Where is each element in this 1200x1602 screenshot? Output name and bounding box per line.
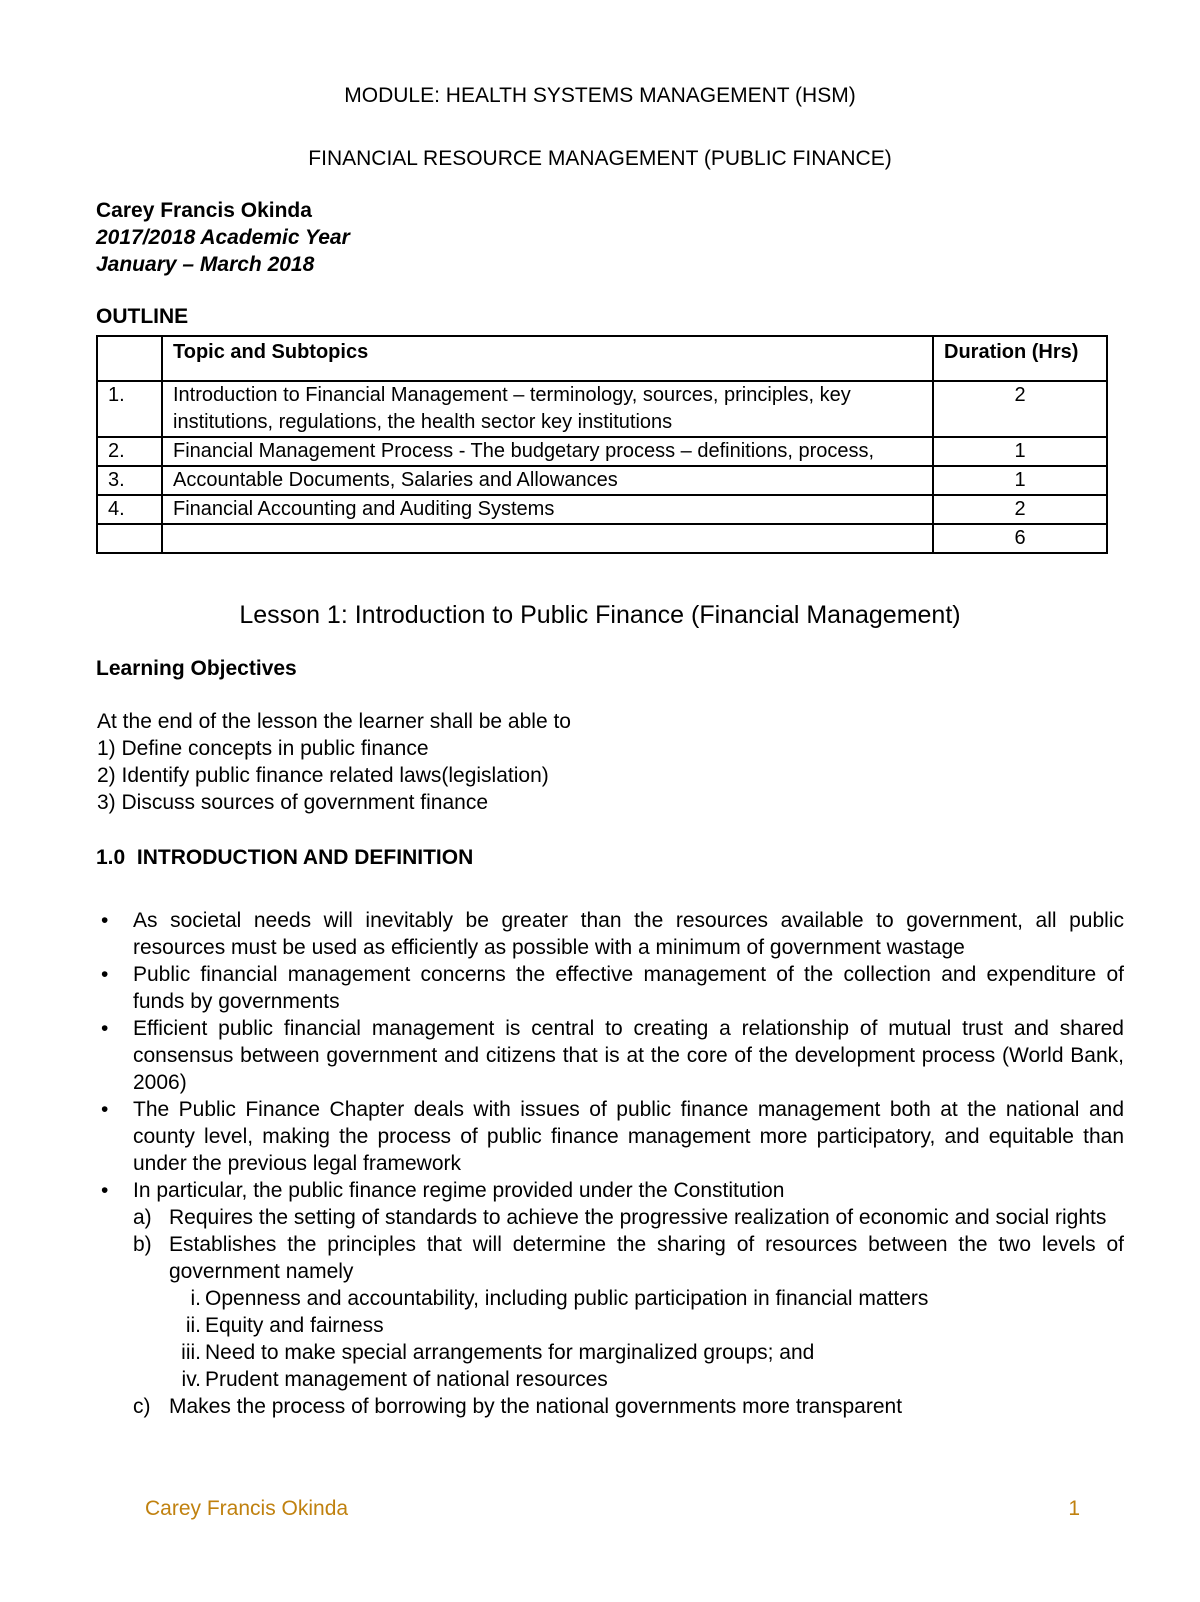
section-heading — [96, 844, 473, 871]
outline-row-duration: 1 — [933, 466, 1107, 495]
bullet-item: • As societal needs will inevitably be greater than the resources available to government, all public resources must be used as efficiently as possible with a minimum of government wastage — [97, 907, 1124, 961]
roman-item-label: iv. — [181, 1368, 201, 1391]
outline-total-row — [97, 524, 1107, 553]
section-title: INTRODUCTION AND DEFINITION — [136, 846, 474, 869]
outline-col-topic: Topic and Subtopics — [162, 336, 933, 381]
module-title: MODULE: HEALTH SYSTEMS MANAGEMENT (HSM) — [344, 84, 856, 107]
outline-table — [96, 335, 1108, 554]
outline-row-duration: 2 — [933, 495, 1107, 524]
outline-total-blank — [162, 524, 933, 553]
academic-year: 2017/2018 Academic Year — [96, 226, 350, 249]
objectives-intro: At the end of the lesson the learner shall be able to — [97, 710, 571, 733]
sub-item-label: c) — [133, 1395, 151, 1418]
roman-item-text: Need to make special arrangements for marginalized groups; and — [205, 1341, 815, 1364]
document-subtitle: FINANCIAL RESOURCE MANAGEMENT (PUBLIC FINANCE) — [308, 147, 892, 170]
sub-item — [133, 1393, 1124, 1420]
outline-row-topic: Accountable Documents, Salaries and Allowances — [162, 466, 933, 495]
outline-row — [97, 437, 1107, 466]
bullet-item: • The Public Finance Chapter deals with issues of public finance management both at the national and county level, making the process of public finance management more participatory, and equitable than under the previous legal framework — [97, 1096, 1124, 1177]
author-name: Carey Francis Okinda — [96, 199, 312, 222]
bullet-item: • Efficient public financial management is central to creating a relationship of mutual trust and shared consensus between government and citizens that is at the core of the development process (World Bank, 2006) — [97, 1015, 1124, 1096]
outline-row-duration: 1 — [933, 437, 1107, 466]
outline-row-number: 4. — [97, 495, 162, 524]
outline-row-number: 3. — [97, 466, 162, 495]
section-bullet-list — [97, 907, 1124, 1420]
outline-row-topic: Introduction to Financial Management – terminology, sources, principles, key institutions, regulations, the health sector key institutions — [162, 381, 933, 437]
roman-item — [169, 1285, 1124, 1312]
outline-header-row — [97, 336, 1107, 381]
academic-period: January – March 2018 — [96, 253, 315, 276]
sub-item — [133, 1231, 1124, 1393]
sub-item-text: Makes the process of borrowing by the national governments more transparent — [169, 1395, 903, 1418]
outline-heading: OUTLINE — [96, 305, 189, 328]
sub-item-list — [133, 1204, 1124, 1420]
footer-author: Carey Francis Okinda — [145, 1497, 349, 1520]
outline-row — [97, 466, 1107, 495]
bullet-item-constitution — [97, 1177, 1124, 1420]
outline-row — [97, 381, 1107, 437]
sub-item — [133, 1204, 1124, 1231]
sub-item-label: b) — [133, 1233, 152, 1256]
roman-item-text: Equity and fairness — [205, 1314, 384, 1337]
roman-item — [169, 1339, 1124, 1366]
objectives-heading: Learning Objectives — [96, 657, 297, 680]
lesson-title: Lesson 1: Introduction to Public Finance (Financial Management) — [239, 601, 961, 629]
sub-item-text: Establishes the principles that will determine the sharing of resources between the two levels of government namely — [169, 1233, 1124, 1283]
objective-item: 2) Identify public finance related laws(legislation) — [97, 764, 549, 787]
outline-col-duration: Duration (Hrs) — [933, 336, 1107, 381]
outline-total-blank — [97, 524, 162, 553]
roman-item-label: iii. — [181, 1341, 201, 1364]
roman-item-label: ii. — [185, 1314, 201, 1337]
roman-item-text: Openness and accountability, including public participation in financial matters — [205, 1287, 929, 1310]
roman-item — [169, 1366, 1124, 1393]
outline-row-number: 2. — [97, 437, 162, 466]
bullet-item-text: • In particular, the public finance regime provided under the Constitution — [133, 1179, 785, 1202]
outline-row-number: 1. — [97, 381, 162, 437]
sub-item-label: a) — [133, 1206, 152, 1229]
roman-item-text: Prudent management of national resources — [205, 1368, 608, 1391]
objective-item: 1) Define concepts in public finance — [97, 737, 429, 760]
roman-item-list — [169, 1285, 1124, 1393]
roman-item — [169, 1312, 1124, 1339]
outline-col-number — [97, 336, 162, 381]
page-number: 1 — [1068, 1497, 1080, 1520]
outline-row-topic: Financial Accounting and Auditing Systems — [162, 495, 933, 524]
outline-row-duration: 2 — [933, 381, 1107, 437]
objective-item: 3) Discuss sources of government finance — [97, 791, 489, 814]
roman-item-label: i. — [190, 1287, 201, 1310]
section-number: 1.0 — [96, 846, 126, 869]
bullet-item: • Public financial management concerns the effective management of the collection and expenditure of funds by governments — [97, 961, 1124, 1015]
outline-row-topic: Financial Management Process - The budgetary process – definitions, process, — [162, 437, 933, 466]
outline-total-duration: 6 — [933, 524, 1107, 553]
outline-row — [97, 495, 1107, 524]
sub-item-text: Requires the setting of standards to achieve the progressive realization of economic and social rights — [169, 1206, 1107, 1229]
